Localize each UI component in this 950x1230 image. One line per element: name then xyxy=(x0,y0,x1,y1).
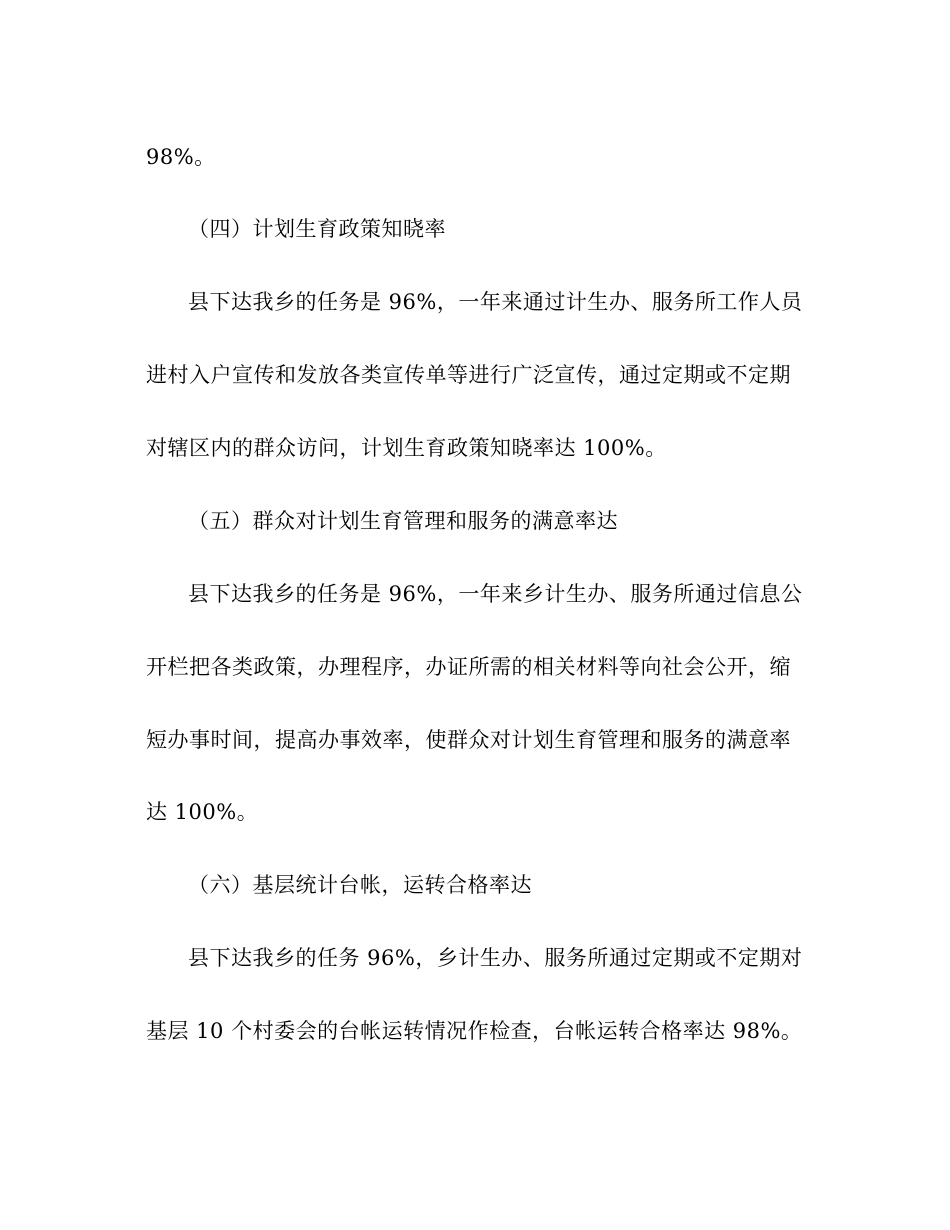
paragraph-line: 基层 10 个村委会的台帐运转情况作检查，台帐运转合格率达 98%。 xyxy=(146,1019,803,1043)
paragraph-line: 达 100%。 xyxy=(146,800,259,824)
paragraph-line: 县下达我乡的任务 96%，乡计生办、服务所通过定期或不定期对 xyxy=(188,946,803,970)
paragraph-line: 进村入户宣传和发放各类宣传单等进行广泛宣传，通过定期或不定期 xyxy=(146,363,791,387)
paragraph-line: 98%。 xyxy=(146,145,216,169)
section-heading-6: （六）基层统计台帐，运转合格率达 xyxy=(188,873,532,897)
paragraph-line: 对辖区内的群众访问，计划生育政策知晓率达 100%。 xyxy=(146,436,667,460)
section-heading-4: （四）计划生育政策知晓率 xyxy=(188,217,446,241)
paragraph-line: 短办事时间，提高办事效率，使群众对计划生育管理和服务的满意率 xyxy=(146,728,791,752)
section-heading-5: （五）群众对计划生育管理和服务的满意率达 xyxy=(188,509,618,533)
paragraph-line: 县下达我乡的任务是 96%，一年来通过计生办、服务所工作人员 xyxy=(188,290,803,314)
paragraph-line: 县下达我乡的任务是 96%，一年来乡计生办、服务所通过信息公 xyxy=(188,582,803,606)
paragraph-line: 开栏把各类政策，办理程序，办证所需的相关材料等向社会公开，缩 xyxy=(146,655,791,679)
